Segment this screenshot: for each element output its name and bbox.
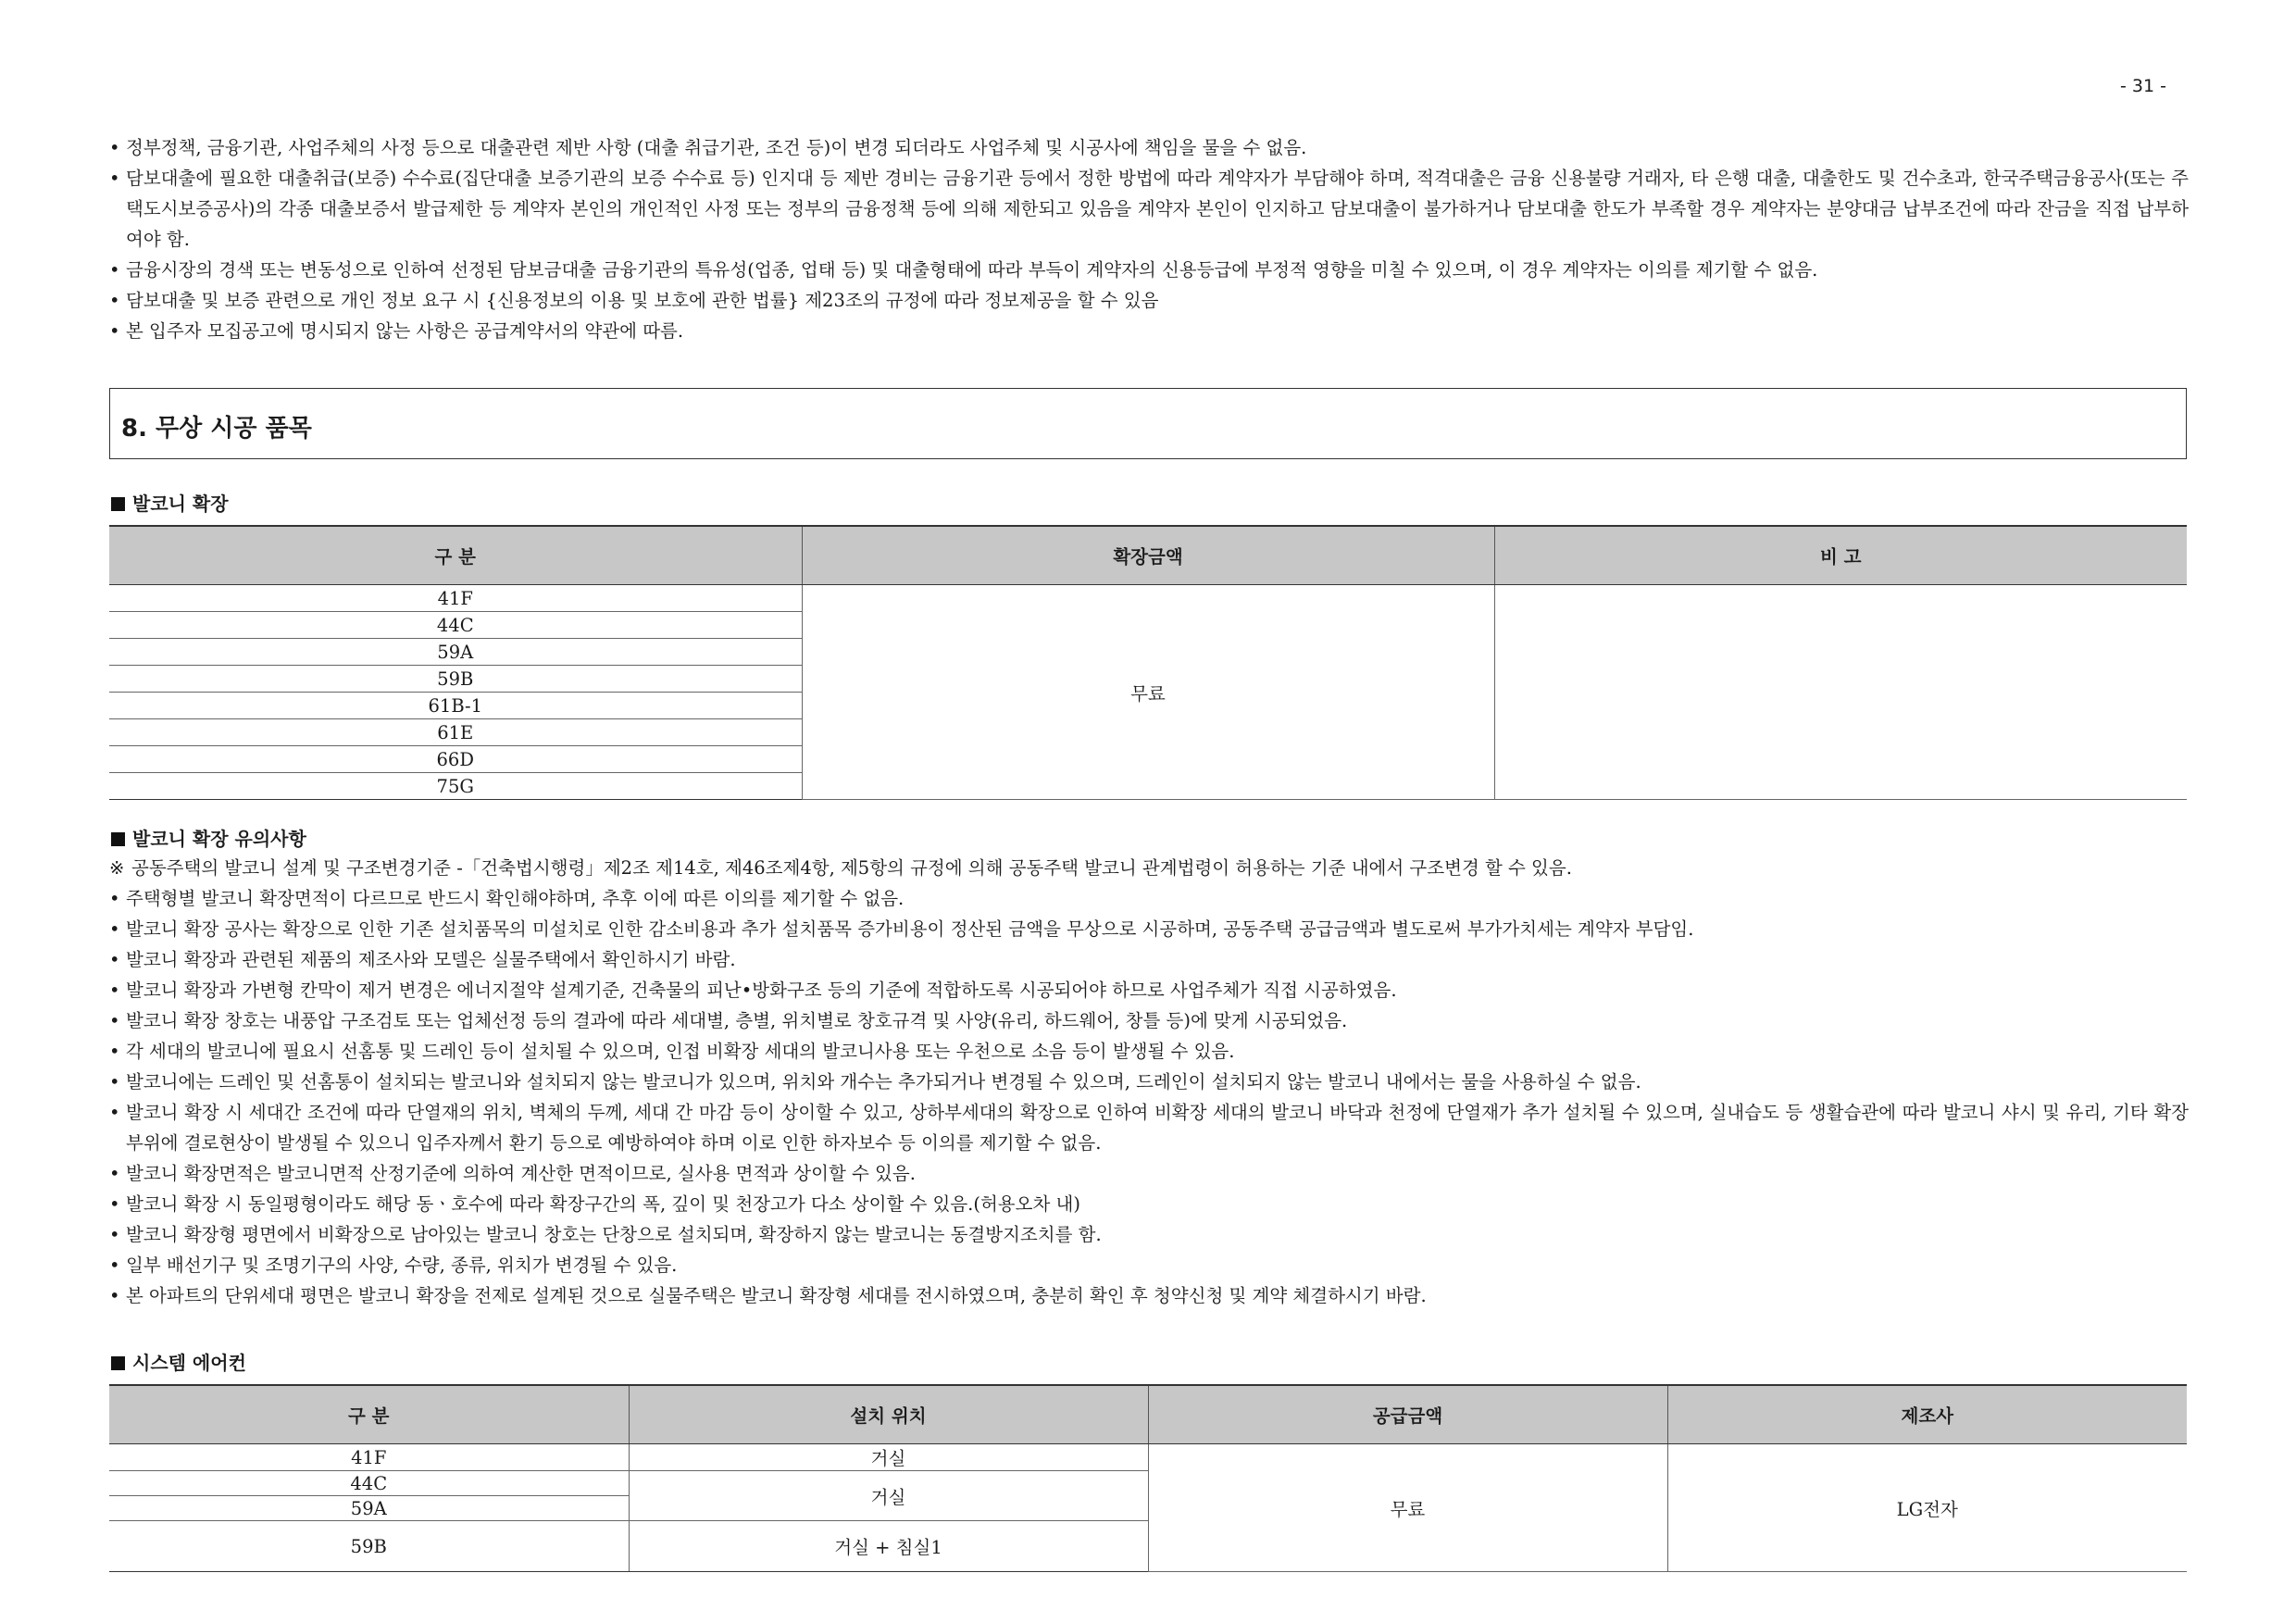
unit-type-cell: 41F xyxy=(109,1444,629,1471)
unit-type-cell: 61E xyxy=(109,719,802,746)
list-item: • 각 세대의 발코니에 필요시 선홈통 및 드레인 등이 설치될 수 있으며, 인접 비확장 세대의 발코니사용 또는 우천으로 소음 등이 발생될 수 있음. xyxy=(109,1041,1235,1062)
unit-type-cell: 44C xyxy=(109,612,802,639)
balcony-notes-heading: 발코니 확장 유의사항 xyxy=(111,824,306,851)
list-item: • 발코니 확장과 관련된 제품의 제조사와 모델은 실물주택에서 확인하시기 바람. xyxy=(109,949,736,970)
location-cell: 거실 xyxy=(629,1471,1148,1521)
list-item: • 발코니 확장과 가변형 칸막이 제거 변경은 에너지절약 설계기준, 건축물의 피난•방화구조 등의 기준에 적합하도록 시공되어야 하므로 사업주체가 직접 시공하였음. xyxy=(109,980,1397,1001)
unit-type-cell: 41F xyxy=(109,585,802,612)
list-item: • 정부정책, 금융기관, 사업주체의 사정 등으로 대출관련 제반 사항 (대출 취급기관, 조건 등)이 변경 되더라도 사업주체 및 시공사에 책임을 물을 수 없음. xyxy=(109,137,1307,158)
note-cell xyxy=(1494,585,2187,800)
list-item: • 발코니 확장 창호는 내풍압 구조검토 또는 업체선정 등의 결과에 따라 세대별, 층별, 위치별로 창호규격 및 사양(유리, 하드웨어, 창틀 등)에 맞게 시공되었음. xyxy=(109,1010,1348,1031)
column-header: 확장금액 xyxy=(802,526,1494,585)
square-bullet-icon xyxy=(111,832,125,846)
square-bullet-icon xyxy=(111,1356,125,1370)
loan-notice-list xyxy=(109,132,2189,346)
unit-type-cell: 59A xyxy=(109,639,802,666)
list-item: • 담보대출에 필요한 대출취급(보증) 수수료(집단대출 보증기관의 보증 수수료 등) 인지대 등 제반 경비는 금융기관 등에서 정한 방법에 따라 계약자가 부담해야 하며, 적격대출은 금융 신용불량 거래자, 타 은행 대출, 대출한도 및 건수초과, 한국주택금융공사(또는 주택도시보증공사)의 각종 대출보증서 발급제한 등 계약자 본인의 개인적인 사정 또는 정부의 금융정책 등에 의해 제한되고 있음을 계약자 본인이 인지하고 담보대출이 불가하거나 담보대출 한도가 부족할 경우 계약자는 분양대금 납부조건에 따라 잔금을 직접 납부하여야 함. xyxy=(109,168,2189,250)
column-header: 구 분 xyxy=(109,526,802,585)
list-item: • 발코니 확장 공사는 확장으로 인한 기존 설치품목의 미설치로 인한 감소비용과 추가 설치품목 증가비용이 정산된 금액을 무상으로 시공하며, 공동주택 공급금액과 별도로써 부가가치세는 계약자 부담임. xyxy=(109,918,1694,940)
unit-type-cell: 75G xyxy=(109,773,802,800)
column-header: 비 고 xyxy=(1494,526,2187,585)
list-item: • 발코니에는 드레인 및 선홈통이 설치되는 발코니와 설치되지 않는 발코니가 있으며, 위치와 개수는 추가되거나 변경될 수 있으며, 드레인이 설치되지 않는 발코니 내에서는 물을 사용하실 수 없음. xyxy=(109,1071,1641,1092)
list-item: • 본 입주자 모집공고에 명시되지 않는 사항은 공급계약서의 약관에 따름. xyxy=(109,320,684,342)
column-header: 제조사 xyxy=(1667,1385,2187,1444)
list-item: • 발코니 확장 시 세대간 조건에 따라 단열재의 위치, 벽체의 두께, 세대 간 마감 등이 상이할 수 있고, 상하부세대의 확장으로 인하여 비확장 세대의 발코니 바닥과 천정에 단열재가 추가 설치될 수 있으며, 실내습도 등 생활습관에 따라 발코니 샤시 및 유리, 기타 확장부위에 결로현상이 발생될 수 있으니 입주자께서 환기 등으로 예방하여야 하며 이로 인한 하자보수 등 이의를 제기할 수 없음. xyxy=(109,1102,2189,1154)
unit-type-cell: 59A xyxy=(109,1496,629,1521)
amount-cell: 무료 xyxy=(802,585,1494,800)
list-item: • 일부 배선기구 및 조명기구의 사양, 수량, 종류, 위치가 변경될 수 있음. xyxy=(109,1255,678,1276)
square-bullet-icon xyxy=(111,497,125,511)
page-number: - 31 - xyxy=(2120,76,2166,96)
unit-type-cell: 44C xyxy=(109,1471,629,1496)
unit-type-cell: 66D xyxy=(109,746,802,773)
unit-type-cell: 59B xyxy=(109,1521,629,1572)
aircon-table xyxy=(109,1384,2187,1572)
column-header: 설치 위치 xyxy=(629,1385,1148,1444)
amount-cell: 무료 xyxy=(1148,1444,1667,1572)
column-header: 공급금액 xyxy=(1148,1385,1667,1444)
list-item: • 본 아파트의 단위세대 평면은 발코니 확장을 전제로 설계된 것으로 실물주택은 발코니 확장형 세대를 전시하였으며, 충분히 확인 후 청약신청 및 계약 체결하시기 바람. xyxy=(109,1285,1427,1306)
list-item: • 발코니 확장면적은 발코니면적 산정기준에 의하여 계산한 면적이므로, 실사용 면적과 상이할 수 있음. xyxy=(109,1163,916,1184)
reference-note: ※ 공동주택의 발코니 설계 및 구조변경기준 -「건축법시행령」제2조 제14호, 제46조제4항, 제5항의 규정에 의해 공동주택 발코니 관계법령이 허용하는 기준 내에서 구조변경 할 수 있음. xyxy=(109,857,1572,879)
aircon-heading: 시스템 에어컨 xyxy=(111,1348,246,1375)
balcony-heading: 발코니 확장 xyxy=(111,489,229,516)
unit-type-cell: 59B xyxy=(109,666,802,693)
balcony-table xyxy=(109,525,2187,800)
location-cell: 거실 xyxy=(629,1444,1148,1471)
balcony-notes-list xyxy=(109,853,2189,1311)
location-cell: 거실 + 침실1 xyxy=(629,1521,1148,1572)
maker-cell: LG전자 xyxy=(1667,1444,2187,1572)
unit-type-cell: 61B-1 xyxy=(109,693,802,719)
list-item: • 주택형별 발코니 확장면적이 다르므로 반드시 확인해야하며, 추후 이에 따른 이의를 제기할 수 없음. xyxy=(109,888,905,909)
column-header: 구 분 xyxy=(109,1385,629,1444)
section-title-box xyxy=(109,388,2187,459)
list-item: • 금융시장의 경색 또는 변동성으로 인하여 선정된 담보금대출 금융기관의 특유성(업종, 업태 등) 및 대출형태에 따라 부득이 계약자의 신용등급에 부정적 영향을 미칠 수 있으며, 이 경우 계약자는 이의를 제기할 수 없음. xyxy=(109,259,1818,281)
list-item: • 발코니 확장형 평면에서 비확장으로 남아있는 발코니 창호는 단창으로 설치되며, 확장하지 않는 발코니는 동결방지조치를 함. xyxy=(109,1224,1102,1245)
list-item: • 발코니 확장 시 동일평형이라도 해당 동ㆍ호수에 따라 확장구간의 폭, 깊이 및 천장고가 다소 상이할 수 있음.(허용오차 내) xyxy=(109,1193,1080,1215)
list-item: • 담보대출 및 보증 관련으로 개인 정보 요구 시 {신용정보의 이용 및 보호에 관한 법률} 제23조의 규정에 따라 정보제공을 할 수 있음 xyxy=(109,290,1159,311)
section-title: 8. 무상 시공 품목 xyxy=(121,415,312,443)
